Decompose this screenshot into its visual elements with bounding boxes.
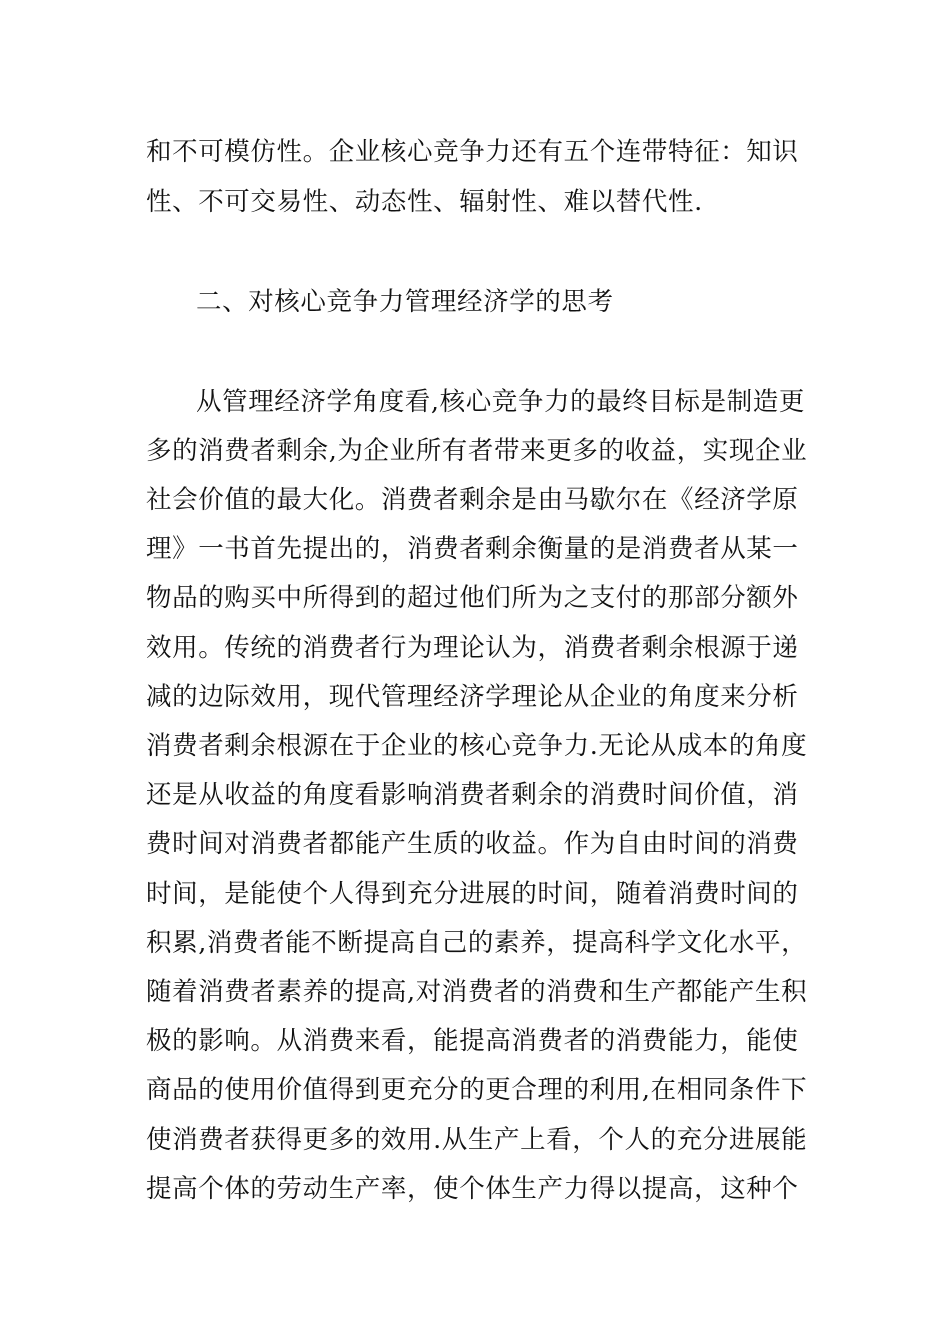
paragraph-line: 随着消费者素养的提高,对消费者的消费和生产都能产生积	[146, 977, 808, 1007]
section-heading: 二、对核心竞争力管理经济学的思考	[196, 287, 614, 317]
paragraph-line: 商品的使用价值得到更充分的更合理的利用,在相同条件下	[146, 1075, 808, 1105]
paragraph-line: 还是从收益的角度看影响消费者剩余的消费时间价值，消	[146, 780, 799, 810]
paragraph-line: 理》一书首先提出的，消费者剩余衡量的是消费者从某一	[146, 534, 799, 564]
paragraph-line: 提高个体的劳动生产率，使个体生产力得以提高，这种个	[146, 1174, 799, 1204]
paragraph-line: 和不可模仿性。企业核心竞争力还有五个连带特征：知识	[146, 137, 799, 167]
paragraph-line: 费时间对消费者都能产生质的收益。作为自由时间的消费	[146, 829, 799, 859]
paragraph-line: 从管理经济学角度看,核心竞争力的最终目标是制造更	[196, 387, 806, 417]
paragraph-line: 效用。传统的消费者行为理论认为，消费者剩余根源于递	[146, 633, 799, 663]
paragraph-line: 使消费者获得更多的效用.从生产上看，个人的充分进展能	[146, 1125, 808, 1155]
paragraph-line: 多的消费者剩余,为企业所有者带来更多的收益，实现企业	[146, 436, 808, 466]
paragraph-line: 社会价值的最大化。消费者剩余是由马歇尔在《经济学原	[146, 485, 799, 515]
paragraph-line: 减的边际效用，现代管理经济学理论从企业的角度来分析	[146, 682, 799, 712]
paragraph-line: 积累,消费者能不断提高自己的素养，提高科学文化水平，	[146, 928, 808, 958]
paragraph-line: 性、不可交易性、动态性、辐射性、难以替代性.	[146, 187, 703, 217]
paragraph-line: 极的影响。从消费来看，能提高消费者的消费能力，能使	[146, 1026, 799, 1056]
paragraph-line: 物品的购买中所得到的超过他们所为之支付的那部分额外	[146, 583, 799, 613]
paragraph-line: 消费者剩余根源在于企业的核心竞争力.无论从成本的角度	[146, 731, 808, 761]
paragraph-line: 时间，是能使个人得到充分进展的时间，随着消费时间的	[146, 879, 799, 909]
